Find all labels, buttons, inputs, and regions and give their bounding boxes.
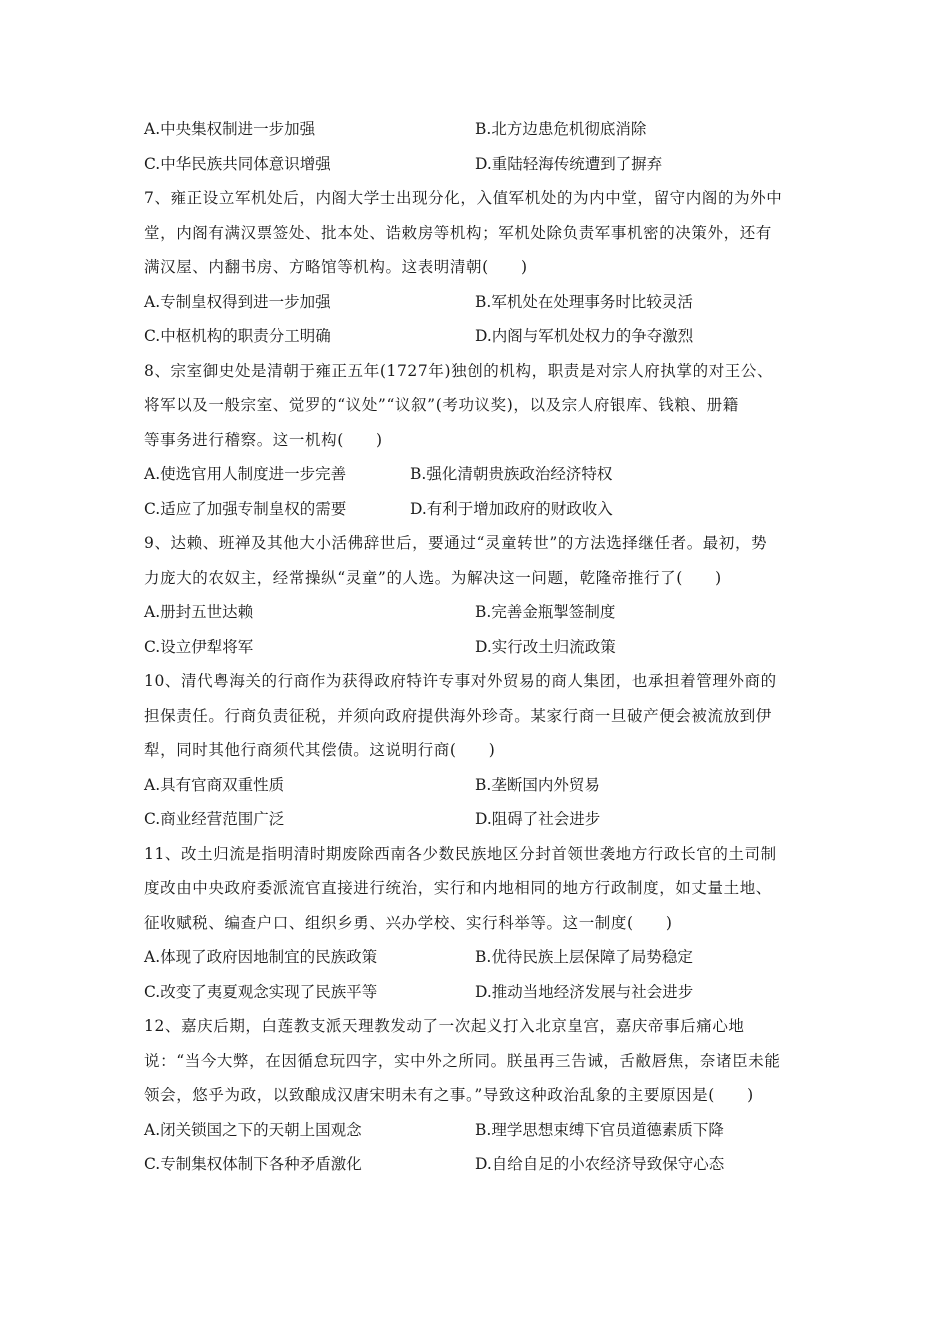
- q6-option-d: D.重陆轻海传统遭到了摒弃: [475, 154, 663, 173]
- q7-options-row-1: [144, 290, 808, 325]
- q12-stem-line-1: 12、嘉庆后期，白莲教支派天理教发动了一次起义打入北京皇宫，嘉庆帝事后痛心地: [144, 1017, 745, 1035]
- question-12: [144, 1014, 808, 1187]
- q10-stem-line-3: 犁，同时其他行商须代其偿债。这说明行商( ): [144, 741, 496, 759]
- q6-option-c: C.中华民族共同体意识增强: [144, 154, 331, 173]
- q12-option-b: B.理学思想束缚下官员道德素质下降: [475, 1120, 724, 1139]
- q11-option-b: B.优待民族上层保障了局势稳定: [475, 948, 693, 966]
- q12-option-d: D.自给自足的小农经济导致保守心态: [475, 1155, 725, 1173]
- q12-options-row-2: [144, 1152, 808, 1187]
- q9-option-d: D.实行改土归流政策: [475, 637, 616, 656]
- question-8: [144, 359, 808, 532]
- q8-option-d: D.有利于增加政府的财政收入: [410, 499, 613, 518]
- q8-stem-line-3: 等事务进行稽察。这一机构( ): [144, 430, 383, 449]
- q7-option-a: A.专制皇权得到进一步加强: [144, 292, 331, 311]
- q10-option-b: B.垄断国内外贸易: [475, 775, 600, 794]
- q10-option-c: C.商业经营范围广泛: [144, 810, 285, 828]
- q9-option-b: B.完善金瓶掣签制度: [475, 603, 616, 621]
- q9-options-row-2: [144, 635, 808, 670]
- q7-option-d: D.内阁与军机处权力的争夺激烈: [475, 327, 694, 345]
- q12-stem-line-3: 领会，悠乎为政，以致酿成汉唐宋明未有之事。”导致这种政治乱象的主要原因是( ): [144, 1086, 754, 1104]
- q9-option-c: C.设立伊犁将军: [144, 637, 254, 656]
- q7-options-row-2: [144, 324, 808, 359]
- q11-stem-line-2: 度改由中央政府委派流官直接进行统治，实行和内地相同的地方行政制度，如丈量土地、: [144, 879, 772, 897]
- q8-option-c: C.适应了加强专制皇权的需要: [144, 499, 347, 518]
- q8-option-b: B.强化清朝贵族政治经济特权: [410, 465, 613, 483]
- q7-option-b: B.军机处在处理事务时比较灵活: [475, 292, 693, 311]
- q10-option-a: A.具有官商双重性质: [144, 775, 285, 794]
- q9-options-row-1: [144, 600, 808, 635]
- q10-option-d: D.阻碍了社会进步: [475, 810, 601, 828]
- q10-options-row-2: [144, 807, 808, 842]
- q12-option-c: C.专制集权体制下各种矛盾激化: [144, 1155, 362, 1173]
- q9-stem-line-1: 9、达赖、班禅及其他大小活佛辞世后，要通过“灵童转世”的方法选择继任者。最初，势: [144, 534, 768, 552]
- q6-options-row-2: [144, 152, 808, 187]
- question-7: [144, 186, 808, 359]
- q8-options-row-2: [144, 497, 808, 532]
- q11-option-a: A.体现了政府因地制宜的民族政策: [144, 948, 378, 966]
- question-10: [144, 669, 808, 842]
- q10-stem-line-2: 担保责任。行商负责征税，并须向政府提供海外珍奇。某家行商一旦破产便会被流放到伊: [144, 706, 772, 725]
- exam-page: [144, 117, 808, 1187]
- q11-options-row-2: [144, 980, 808, 1015]
- q8-stem-line-2: 将军以及一般宗室、觉罗的“议处”“议叙”(考功议奖)，以及宗人府银库、钱粮、册籍: [144, 396, 739, 414]
- q12-option-a: A.闭关锁国之下的天朝上国观念: [144, 1120, 362, 1139]
- q6-option-b: B.北方边患危机彻底消除: [475, 120, 647, 138]
- q11-option-d: D.推动当地经济发展与社会进步: [475, 982, 694, 1001]
- q12-stem-line-2: 说：“当今大弊，在因循怠玩四字，实中外之所同。朕虽再三告诫，舌敝唇焦，奈诸臣未能: [144, 1051, 781, 1070]
- q10-stem-line-1: 10、清代粤海关的行商作为获得政府特许专事对外贸易的商人集团，也承担着管理外商的: [144, 672, 777, 690]
- q6-option-a: A.中央集权制进一步加强: [144, 120, 316, 138]
- q7-option-c: C.中枢机构的职责分工明确: [144, 327, 331, 345]
- q7-stem-line-2: 堂，内阁有满汉票签处、批本处、诰敕房等机构；军机处除负责军事机密的决策外，还有: [144, 223, 772, 242]
- q7-stem-line-1: 7、雍正设立军机处后，内阁大学士出现分化，入值军机处的为内中堂，留守内阁的为外中: [144, 189, 783, 207]
- q11-stem-line-3: 征收赋税、编查户口、组织乡勇、兴办学校、实行科举等。这一制度( ): [144, 913, 673, 932]
- q11-option-c: C.改变了夷夏观念实现了民族平等: [144, 982, 378, 1001]
- q8-stem-line-1: 8、宗室御史处是清朝于雍正五年(1727年)独创的机构，职责是对宗人府执掌的对王公、: [144, 361, 774, 380]
- q11-options-row-1: [144, 945, 808, 980]
- question-9: [144, 531, 808, 669]
- q6-options-row-1: [144, 117, 808, 152]
- q8-options-row-1: [144, 462, 808, 497]
- question-11: [144, 842, 808, 1015]
- q8-option-a: A.使选官用人制度进一步完善: [144, 465, 347, 483]
- q12-options-row-1: [144, 1118, 808, 1153]
- q10-options-row-1: [144, 773, 808, 808]
- q9-option-a: A.册封五世达赖: [144, 603, 254, 621]
- q9-stem-line-2: 力庞大的农奴主，经常操纵“灵童”的人选。为解决这一问题，乾隆帝推行了( ): [144, 568, 722, 587]
- q11-stem-line-1: 11、改土归流是指明清时期废除西南各少数民族地区分封首领世袭地方行政长官的土司制: [144, 844, 777, 863]
- q7-stem-line-3: 满汉屋、内翻书房、方略馆等机构。这表明清朝( ): [144, 258, 528, 276]
